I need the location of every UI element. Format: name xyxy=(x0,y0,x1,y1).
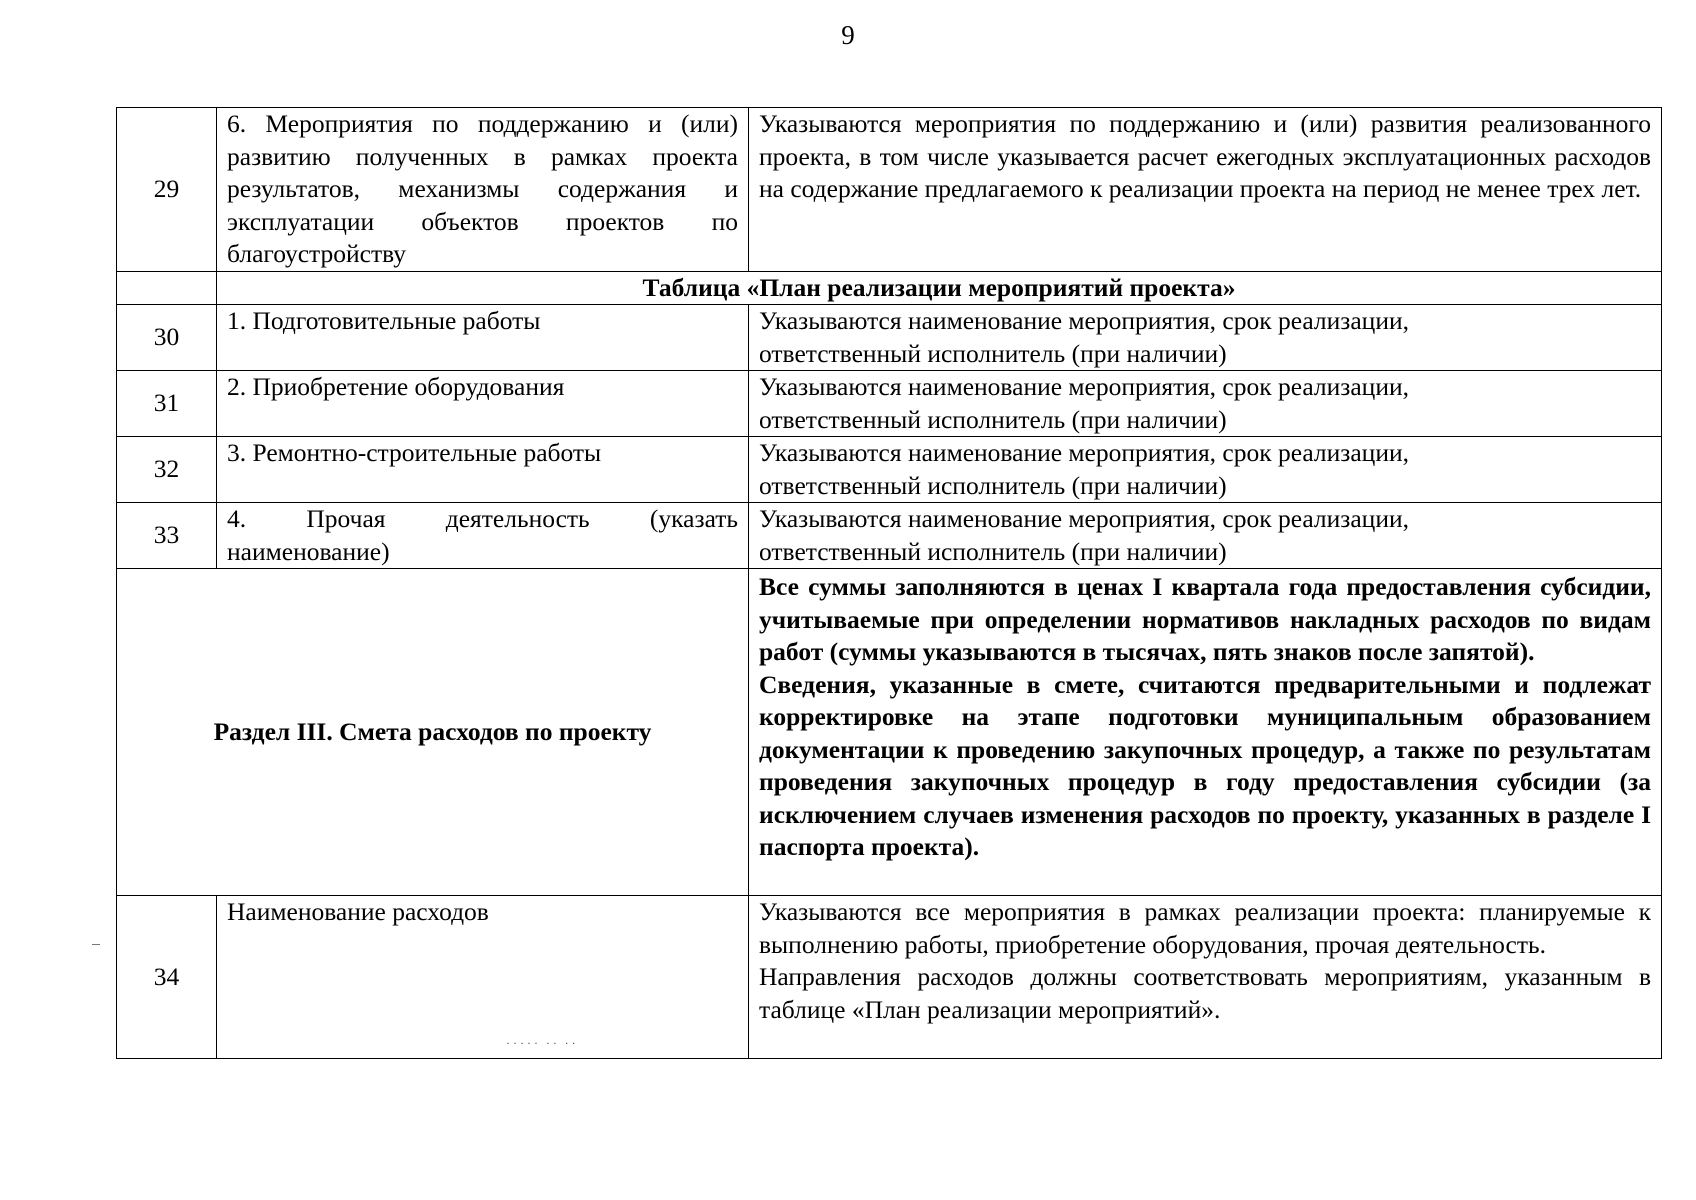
description-paragraph: Указываются все мероприятия в рамках реализации проекта: планируемые к выполнению работы, приобретение оборудования, прочая деятельность. xyxy=(759,897,1651,959)
row-item-name: 3. Ремонтно-строительные работы xyxy=(217,437,749,503)
description-line: Указываются наименование мероприятия, срок реализации, xyxy=(759,504,1410,533)
table-row-29 xyxy=(117,108,1662,272)
table-row-section-3 xyxy=(117,569,1662,896)
table-row-30 xyxy=(117,305,1662,371)
table-row-32 xyxy=(117,437,1662,503)
table-row-plan-header xyxy=(117,272,1662,305)
empty-number-cell xyxy=(117,272,217,305)
section-3-notes xyxy=(749,569,1662,896)
description-paragraph: Направления расходов должны соответствовать мероприятиям, указанным в таблице «План реализации мероприятий». xyxy=(759,962,1651,1024)
project-form-table xyxy=(116,107,1662,1059)
scan-margin-mark xyxy=(92,944,100,945)
plan-table-title: Таблица «План реализации мероприятий проекта» xyxy=(217,272,1662,305)
description-line: Указываются наименование мероприятия, срок реализации, xyxy=(759,306,1410,335)
scan-artifact-mark: ˙˙˙˙˙ ˙˙ ˙˙ xyxy=(505,1041,578,1055)
row-number: 29 xyxy=(117,108,217,272)
row-item-description xyxy=(749,305,1662,371)
section-3-note-preliminary: Сведения, указанные в смете, считаются предварительными и подлежат корректировке на этапе подготовки муниципальным образованием документации к проведению закупочных процедур, а также по результатам проведения закупочных процедур в году предоставления субсидии (за исключением случаев изменения расходов по проекту, указанных в разделе I паспорта проекта). xyxy=(759,669,1651,861)
description-line: ответственный исполнитель (при наличии) xyxy=(759,404,1227,434)
description-line: ответственный исполнитель (при наличии) xyxy=(759,338,1227,368)
row-number: 32 xyxy=(117,437,217,503)
row-item-name: 2. Приобретение оборудования xyxy=(217,371,749,437)
section-3-title: Раздел III. Смета расходов по проекту xyxy=(117,569,749,896)
row-item-name: 6. Мероприятия по поддержанию и (или) развитию полученных в рамках проекта результатов, механизмы содержания и эксплуатации объектов проектов по благоустройству xyxy=(217,108,749,272)
page-number: 9 xyxy=(841,20,855,50)
description-line: ответственный исполнитель (при наличии) xyxy=(759,536,1227,566)
table-row-31 xyxy=(117,371,1662,437)
description-line: Указываются наименование мероприятия, срок реализации, xyxy=(759,438,1410,467)
row-item-description xyxy=(749,371,1662,437)
row-item-description xyxy=(749,437,1662,503)
row-number: 34 xyxy=(117,896,217,1059)
row-number: 33 xyxy=(117,503,217,569)
row-item-name: 4. Прочая деятельность (указать наименование) xyxy=(217,503,749,569)
table-row-33 xyxy=(117,503,1662,569)
table-row-34 xyxy=(117,896,1662,1059)
row-number: 31 xyxy=(117,371,217,437)
row-item-name: 1. Подготовительные работы xyxy=(217,305,749,371)
row-item-name: Наименование расходов xyxy=(217,896,749,1059)
description-line: Указываются наименование мероприятия, срок реализации, xyxy=(759,372,1410,401)
section-3-note-prices: Все суммы заполняются в ценах I квартала года предоставления субсидии, учитываемые при определении нормативов накладных расходов по видам работ (суммы указываются в тысячах, пять знаков после запятой). xyxy=(759,572,1651,666)
row-number: 30 xyxy=(117,305,217,371)
row-item-description: Указываются мероприятия по поддержанию и (или) развития реализованного проекта, в том числе указывается расчет ежегодных эксплуатационных расходов на содержание предлагаемого к реализации проекта на период не менее трех лет. xyxy=(749,108,1662,272)
description-line: ответственный исполнитель (при наличии) xyxy=(759,470,1227,500)
row-item-description xyxy=(749,896,1662,1059)
row-item-description xyxy=(749,503,1662,569)
